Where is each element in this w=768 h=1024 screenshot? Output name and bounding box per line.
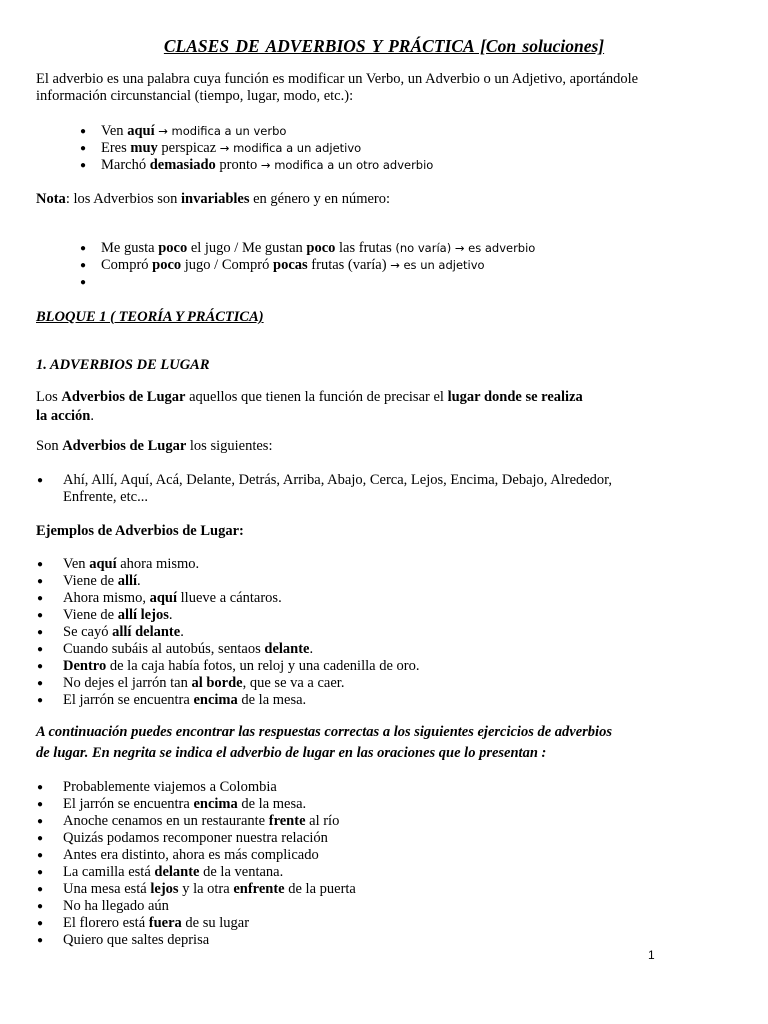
list-item: ● La camilla está delante de la ventana. <box>37 864 284 880</box>
list-item: ● Antes era distinto, ahora es más complicado <box>37 847 319 863</box>
bullet-icon: ● <box>37 644 44 655</box>
list-item: ● El jarrón se encuentra encima de la mesa. <box>37 692 307 708</box>
nota-paragraph: Nota: los Adverbios son invariables en género y en número: <box>36 191 391 207</box>
bullet-icon: ● <box>37 884 44 895</box>
list-item: ● Viene de allí. <box>37 573 141 589</box>
bullet-icon: ● <box>80 243 87 254</box>
bloque-heading: BLOQUE 1 ( TEORÍA Y PRÁCTICA) <box>36 309 264 325</box>
intro-line-2: información circunstancial (tiempo, lugar, modo, etc.): <box>36 88 354 104</box>
bullet-icon: ● <box>37 593 44 604</box>
bullet-icon: ● <box>80 260 87 271</box>
bullet-icon: ● <box>37 695 44 706</box>
bullet-icon: ● <box>37 833 44 844</box>
son-paragraph: Son Adverbios de Lugar los siguientes: <box>36 438 273 454</box>
list-item <box>80 274 741 291</box>
page-title: CLASES DE ADVERBIOS Y PRÁCTICA [Con soluciones] <box>163 36 605 56</box>
list-item: ● Compró poco jugo / Compró pocas frutas (varía) → es un adjetivo <box>80 257 485 273</box>
bullet-icon: ● <box>80 160 87 171</box>
list-item: ● Ven aquí ahora mismo. <box>37 556 200 572</box>
bullet-icon: ● <box>37 850 44 861</box>
bullet-icon: ● <box>37 475 44 486</box>
list-item: ● Anoche cenamos en un restaurante frente al río <box>37 813 340 829</box>
page-number: 1 <box>648 948 655 962</box>
list-item: ● El florero está fuera de su lugar <box>37 915 250 931</box>
list-item: ● Marchó demasiado pronto → modifica a un otro adverbio <box>80 157 434 173</box>
list-item: ● Ahí, Allí, Aquí, Acá, Delante, Detrás, Arriba, Abajo, Cerca, Lejos, Encima, Debajo, Alrededor, Enfrente, etc... <box>37 472 613 505</box>
list-item: ● Eres muy perspicaz → modifica a un adjetivo <box>80 140 362 156</box>
intro-examples-list <box>80 123 741 174</box>
bullet-icon: ● <box>80 277 87 288</box>
bullet-icon: ● <box>80 143 87 154</box>
list-item: ● Quiero que saltes deprisa <box>37 932 210 948</box>
examples-heading: Ejemplos de Adverbios de Lugar: <box>36 523 244 539</box>
definition-paragraph: Los Adverbios de Lugar aquellos que tienen la función de precisar el lugar donde se realiza la acción. <box>36 389 583 424</box>
intro-paragraph <box>36 71 736 105</box>
bullet-icon: ● <box>37 678 44 689</box>
list-item: ● Viene de allí lejos. <box>37 607 173 623</box>
list-item: ● El jarrón se encuentra encima de la mesa. <box>37 796 307 812</box>
examples-list <box>37 556 743 709</box>
list-item: ● No dejes el jarrón tan al borde, que se va a caer. <box>37 675 345 691</box>
bullet-icon: ● <box>80 126 87 137</box>
answers-intro: A continuación puedes encontrar las respuestas correctas a los siguientes ejercicios de adverbios de lugar. En negrita se indica el adverbio de lugar en las oraciones que lo presentan : <box>36 724 612 761</box>
bullet-icon: ● <box>37 918 44 929</box>
bullet-icon: ● <box>37 559 44 570</box>
bullet-icon: ● <box>37 782 44 793</box>
list-item: ● Ven aquí → modifica a un verbo <box>80 123 287 139</box>
list-item: ● No ha llegado aún <box>37 898 169 914</box>
list-item: ● Se cayó allí delante. <box>37 624 184 640</box>
list-item: ● Ahora mismo, aquí llueve a cántaros. <box>37 590 282 606</box>
list-item: ● Me gusta poco el jugo / Me gustan poco las frutas (no varía) → es adverbio <box>80 240 536 256</box>
bullet-icon: ● <box>37 867 44 878</box>
intro-line-1: El adverbio es una palabra cuya función es modificar un Verbo, un Adverbio o un Adjetivo, aportándole <box>36 71 639 87</box>
nota-label: Nota <box>36 191 66 207</box>
section-heading: 1. ADVERBIOS DE LUGAR <box>36 357 210 373</box>
adverbs-list <box>37 472 743 506</box>
list-item: ● Dentro de la caja había fotos, un reloj y una cadenilla de oro. <box>37 658 420 674</box>
list-item: ● Una mesa está lejos y la otra enfrente de la puerta <box>37 881 356 897</box>
bullet-icon: ● <box>37 799 44 810</box>
bullet-icon: ● <box>37 610 44 621</box>
bullet-icon: ● <box>37 627 44 638</box>
answers-list <box>37 779 743 949</box>
list-item: ● Probablemente viajemos a Colombia <box>37 779 277 795</box>
bullet-icon: ● <box>37 816 44 827</box>
list-item: ● Quizás podamos recomponer nuestra relación <box>37 830 328 846</box>
bullet-icon: ● <box>37 935 44 946</box>
bullet-icon: ● <box>37 661 44 672</box>
bullet-icon: ● <box>37 576 44 587</box>
bullet-icon: ● <box>37 901 44 912</box>
list-item: ● Cuando subáis al autobús, sentaos delante. <box>37 641 314 657</box>
nota-examples-list <box>80 240 741 291</box>
